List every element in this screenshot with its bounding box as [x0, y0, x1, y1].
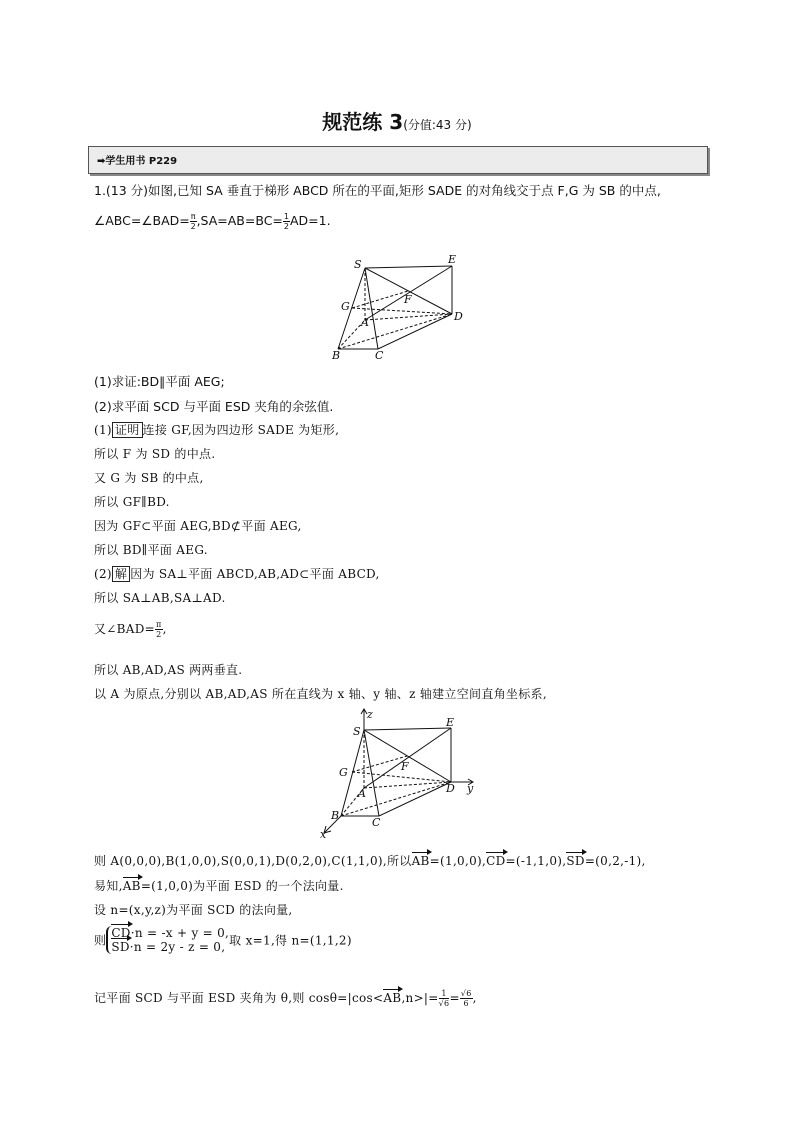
solution-line-13: 易知,AB=(1,0,0)为平面 ESD 的一个法向量. — [94, 879, 344, 893]
title-sub: (分值:43 分) — [403, 118, 472, 132]
fig2-label-A: A — [358, 787, 366, 800]
answer-tag: 解 — [112, 566, 130, 582]
solution-line-9: 又∠BAD= $\frac{\pi}{2}$ , — [94, 620, 167, 639]
fraction-1-over-sqrt6: $\frac{1}{√6}$ — [438, 989, 450, 1008]
fig1-label-B: B — [332, 349, 341, 362]
question-1: (1)求证:BD∥平面 AEG; — [94, 374, 225, 389]
solution-line-4: 所以 GF∥BD. — [94, 495, 170, 509]
solution-line-2: 所以 F 为 SD 的中点. — [94, 447, 216, 461]
pyramid-figure-1 — [330, 252, 470, 364]
solution-line-3: 又 G 为 SB 的中点, — [94, 471, 204, 485]
problem-line-2: ∠ABC=∠BAD= $\frac{\pi}{2}$ ,SA=AB=BC= $\frac{1}{2}$ AD=1. — [94, 212, 331, 231]
solution-line-5: 因为 GF⊂平面 AEG,BD⊄平面 AEG, — [94, 519, 302, 533]
solution-line-11: 以 A 为原点,分别以 AB,AD,AS 所在直线为 x 轴、y 轴、z 轴建立空间直角坐标系, — [94, 687, 547, 701]
fig2-label-G: G — [339, 766, 348, 779]
fraction-pi-over-2: $\frac{\pi}{2}$ — [156, 620, 162, 639]
fraction-one-half: $\frac{1}{2}$ — [283, 212, 289, 231]
equation-system: CD·n = -x + y = 0, SD·n = 2y - z = 0, — [106, 926, 229, 954]
fig2-label-D: D — [446, 782, 455, 795]
problem-line-1: 1.(13 分)如图,已知 SA 垂直于梯形 ABCD 所在的平面,矩形 SADE 的对角线交于点 F,G 为 SB 的中点, — [94, 183, 661, 198]
fig2-label-z: z — [367, 708, 373, 721]
title-main: 规范练 3 — [322, 110, 404, 134]
vector-AB: AB — [383, 991, 402, 1005]
question-2: (2)求平面 SCD 与平面 ESD 夹角的余弦值. — [94, 399, 334, 414]
vector-AB: AB — [122, 879, 141, 893]
solution-line-10: 所以 AB,AD,AS 两两垂直. — [94, 663, 243, 677]
page-title — [0, 106, 794, 135]
reference-label: ➡学生用书 P229 — [97, 156, 178, 167]
fig1-label-F: F — [404, 293, 412, 306]
fig1-label-G: G — [341, 300, 350, 313]
fig1-label-S: S — [354, 258, 362, 271]
fig2-label-y: y — [467, 782, 474, 795]
fig2-label-S: S — [353, 725, 361, 738]
proof-tag: 证明 — [112, 422, 143, 438]
solution-line-1: (1) 证明 连接 GF,因为四边形 SADE 为矩形, — [94, 423, 340, 437]
solution-line-12: 则 A(0,0,0),B(1,0,0),S(0,0,1),D(0,2,0),C(1,1,0),所以AB=(1,0,0),CD=(-1,1,0),SD=(0,2,-1), — [94, 854, 646, 868]
solution-line-15: 则 CD·n = -x + y = 0, SD·n = 2y - z = 0, 取 x=1,得 n=(1,1,2) — [94, 926, 352, 954]
fig1-label-E: E — [448, 253, 457, 266]
fig2-label-x: x — [320, 828, 327, 840]
reference-bar — [88, 146, 708, 174]
fig2-label-E: E — [446, 716, 455, 729]
solution-line-8: 所以 SA⊥AB,SA⊥AD. — [94, 591, 226, 605]
fig1-label-D: D — [454, 310, 463, 323]
fig2-label-F: F — [401, 760, 409, 773]
solution-line-16: 记平面 SCD 与平面 ESD 夹角为 θ,则 cosθ=|cos<AB,n>|= $\frac{1}{√6}$ = $\frac{√6}{6}$ , — [94, 989, 477, 1008]
coordinate-figure-2 — [312, 706, 482, 840]
solution-line-7: (2) 解 因为 SA⊥平面 ABCD,AB,AD⊂平面 ABCD, — [94, 567, 380, 581]
solution-line-6: 所以 BD∥平面 AEG. — [94, 543, 208, 557]
fig2-label-C: C — [372, 816, 381, 829]
fraction-sqrt6-over-6: $\frac{√6}{6}$ — [460, 989, 472, 1008]
fig1-label-A: A — [361, 316, 369, 329]
vector-SD: SD — [566, 854, 585, 868]
vector-CD: CD — [486, 854, 506, 868]
fig2-label-B: B — [331, 809, 340, 822]
solution-line-14: 设 n=(x,y,z)为平面 SCD 的法向量, — [94, 903, 293, 917]
fraction-pi-over-2: $\frac{\pi}{2}$ — [190, 212, 196, 231]
fig1-label-C: C — [375, 349, 384, 362]
vector-AB: AB — [411, 854, 430, 868]
